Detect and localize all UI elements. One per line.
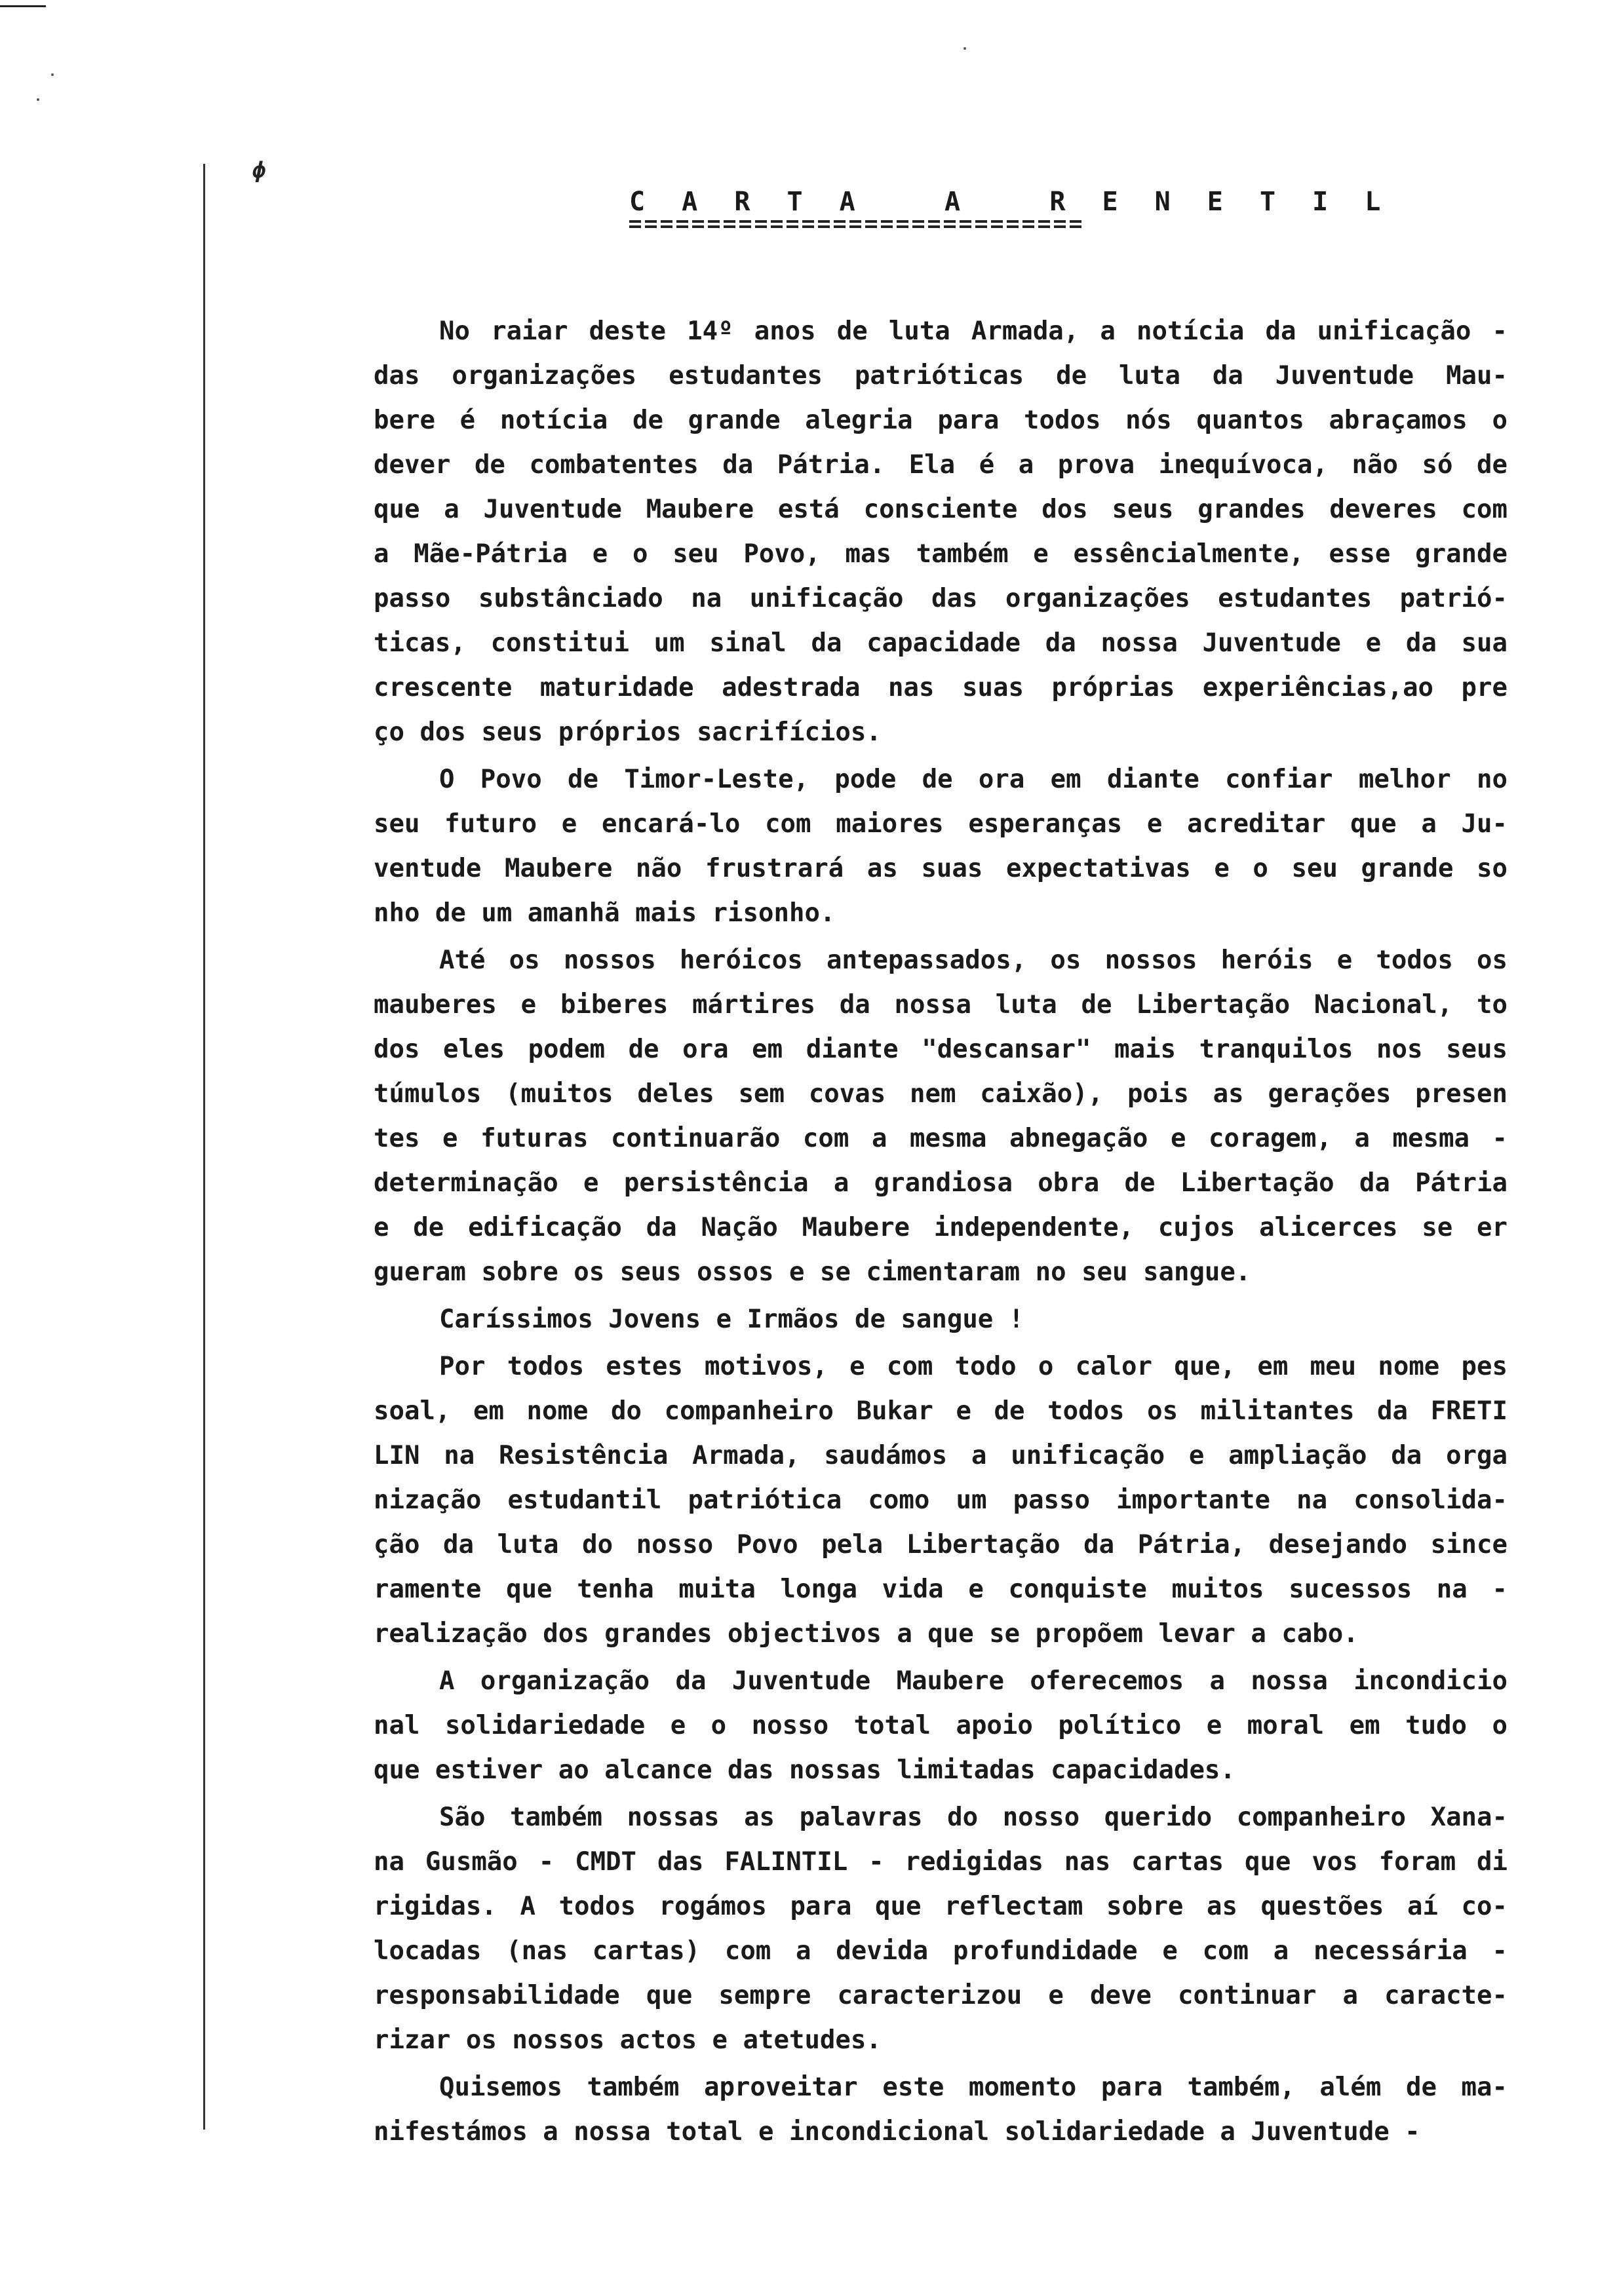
text-line: determinação e persistência a grandiosa obra de Libertação da Pátria (374, 1168, 1508, 1198)
text-line: na Gusmão - CMDT das FALINTIL - redigidas nas cartas que vos foram di (374, 1847, 1508, 1877)
title-underline (629, 220, 1081, 229)
paragraph (374, 1345, 1508, 1656)
text-line: rizar os nossos actos e atetudes. (374, 2025, 882, 2055)
text-line: tes e futuras continuarão com a mesma abnegação e coragem, a mesma - (374, 1124, 1508, 1153)
left-margin-rule (203, 164, 205, 2130)
text-line: soal, em nome do companheiro Bukar e de todos os militantes da FRETI (374, 1396, 1508, 1426)
text-line: Até os nossos heróicos antepassados, os nossos heróis e todos os (439, 946, 1508, 975)
text-line: responsabilidade que sempre caracterizou e deve continuar a caracte- (374, 1981, 1508, 2010)
text-line: ção da luta do nosso Povo pela Libertação da Pátria, desejando since (374, 1530, 1508, 1559)
paragraph (374, 1795, 1508, 2063)
scan-edge-mark (0, 5, 46, 7)
text-line: passo substânciado na unificação das organizações estudantes patrió- (374, 584, 1508, 613)
title-block (629, 186, 1391, 229)
scan-speck (51, 73, 54, 76)
handwritten-mark: ϕ (252, 157, 266, 183)
paragraph (374, 1659, 1508, 1793)
text-line: que a Juventude Maubere está consciente dos seus grandes deveres com (374, 495, 1508, 524)
letter-body (374, 309, 1508, 2154)
text-line: ramente que tenha muita longa vida e conquiste muitos sucessos na - (374, 1575, 1508, 1604)
text-line: Por todos estes motivos, e com todo o calor que, em meu nome pes (439, 1352, 1508, 1381)
text-line: e de edificação da Nação Maubere independente, cujos alicerces se er (374, 1213, 1508, 1242)
text-line: que estiver ao alcance das nossas limitadas capacidades. (374, 1755, 1236, 1785)
text-line: A organização da Juventude Maubere oferecemos a nossa incondicio (439, 1666, 1508, 1696)
text-line: ticas, constitui um sinal da capacidade da nossa Juventude e da sua (374, 628, 1508, 658)
text-line: nifestámos a nossa total e incondicional solidariedade a Juventude - (374, 2117, 1420, 2147)
text-line: seu futuro e encará-lo com maiores esperanças e acreditar que a Ju- (374, 809, 1508, 839)
text-line: gueram sobre os seus ossos e se cimentaram no seu sangue. (374, 1257, 1251, 1287)
paragraph (374, 757, 1508, 936)
text-line: nização estudantil patriótica como um passo importante na consolida- (374, 1485, 1508, 1515)
text-line: rigidas. A todos rogámos para que reflectam sobre as questões aí co- (374, 1892, 1508, 1921)
scan-speck (37, 98, 39, 101)
text-line: mauberes e biberes mártires da nossa luta de Libertação Nacional, to (374, 990, 1508, 1020)
text-line: bere é notícia de grande alegria para todos nós quantos abraçamos o (374, 406, 1508, 435)
text-line: a Mãe-Pátria e o seu Povo, mas também e essêncialmente, esse grande (374, 539, 1508, 569)
text-line: crescente maturidade adestrada nas suas próprias experiências,ao pre (374, 673, 1508, 702)
paragraph (374, 2065, 1508, 2154)
paragraph (374, 309, 1508, 755)
text-line: realização dos grandes objectivos a que se propõem levar a cabo. (374, 1619, 1359, 1649)
text-line: São também nossas as palavras do nosso querido companheiro Xana- (439, 1803, 1508, 1832)
text-line: No raiar deste 14º anos de luta Armada, a notícia da unificação - (439, 316, 1508, 346)
text-line: das organizações estudantes patrióticas de luta da Juventude Mau- (374, 361, 1508, 391)
text-line: Caríssimos Jovens e Irmãos de sangue ! (439, 1305, 1024, 1334)
text-line: nal solidariedade e o nosso total apoio político e moral em tudo o (374, 1711, 1508, 1740)
text-line: ventude Maubere não frustrará as suas expectativas e o seu grande so (374, 854, 1508, 883)
paragraph (374, 1297, 1508, 1342)
text-line: dever de combatentes da Pátria. Ela é a prova inequívoca, não só de (374, 450, 1508, 480)
text-line: ço dos seus próprios sacrifícios. (374, 718, 882, 747)
paragraph (374, 938, 1508, 1295)
text-line: O Povo de Timor-Leste, pode de ora em diante confiar melhor no (439, 765, 1508, 794)
text-line: nho de um amanhã mais risonho. (374, 898, 836, 928)
scan-speck (963, 47, 966, 50)
text-line: Quisemos também aproveitar este momento para também, além de ma- (439, 2073, 1508, 2102)
text-line: túmulos (muitos deles sem covas nem caixão), pois as gerações presen (374, 1079, 1508, 1109)
text-line: locadas (nas cartas) com a devida profundidade e com a necessária - (374, 1936, 1508, 1966)
text-line: dos eles podem de ora em diante "descansar" mais tranquilos nos seus (374, 1035, 1508, 1064)
document-title: C A R T A A R E N E T I L (629, 187, 1391, 217)
text-line: LIN na Resistência Armada, saudámos a unificação e ampliação da orga (374, 1441, 1508, 1470)
